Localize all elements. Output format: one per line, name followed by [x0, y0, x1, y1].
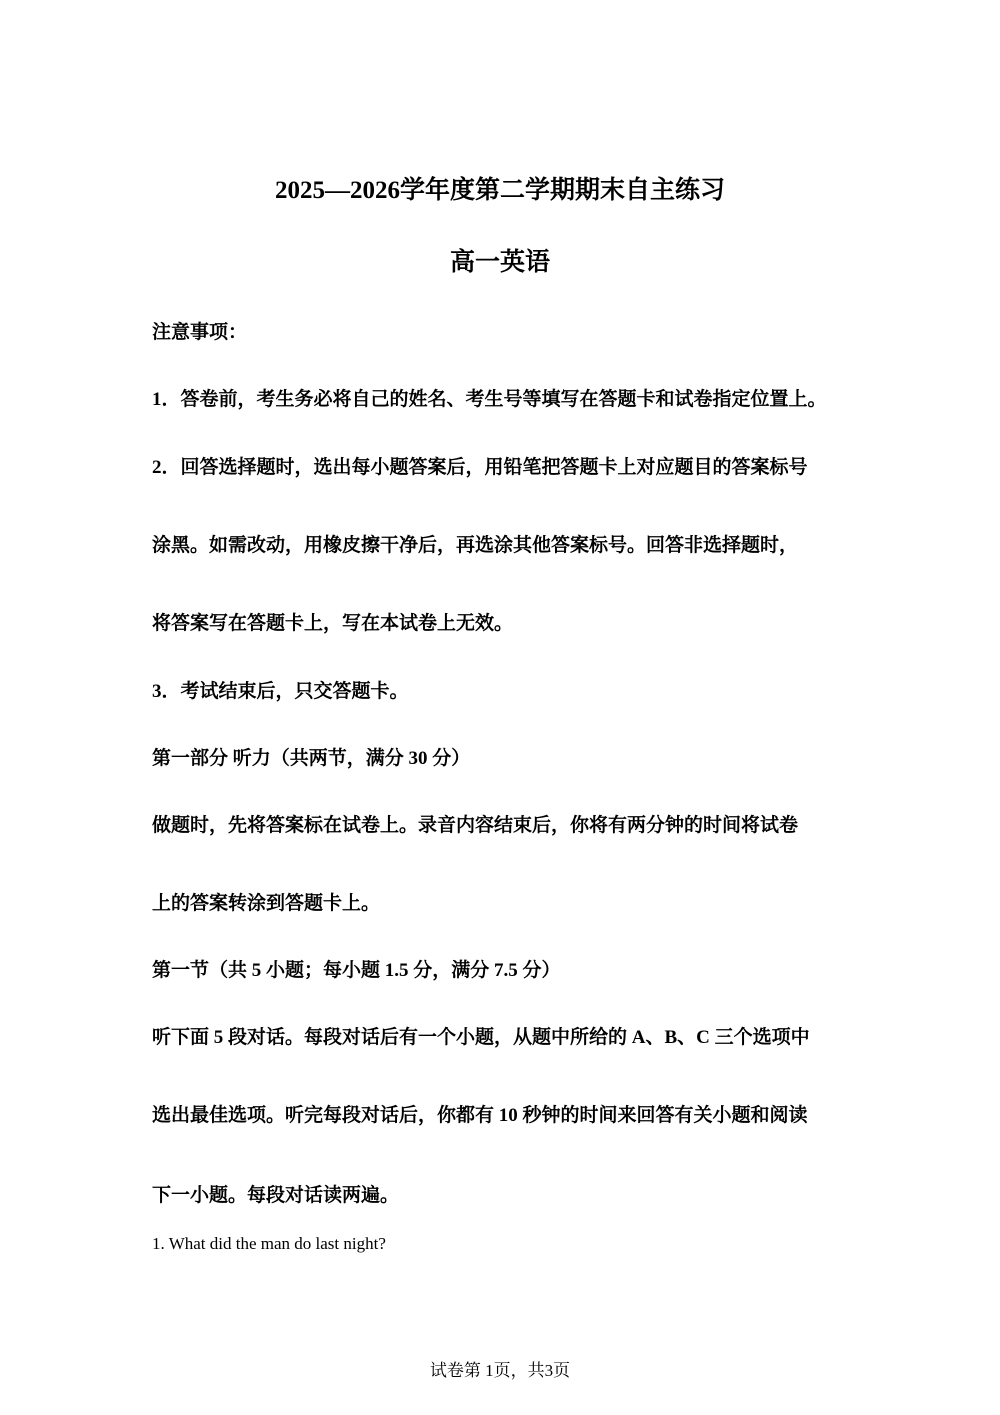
section1-instruction-line-2: 选出最佳选项。听完每段对话后，你都有 10 秒钟的时间来回答有关小题和阅读: [152, 1105, 808, 1126]
part1-instruction-line-2: 上的答案转涂到答题卡上。: [152, 893, 381, 914]
exam-title: 2025—2026学年度第二学期期末自主练习: [274, 177, 725, 204]
question-1: 1. What did the man do last night?: [152, 1234, 386, 1253]
section1-instruction-line-1: 听下面 5 段对话。每段对话后有一个小题，从题中所给的 A、B、C 三个选项中: [152, 1027, 810, 1048]
part1-instruction-line-1: 做题时，先将答案标在试卷上。录音内容结束后，你将有两分钟的时间将试卷: [152, 815, 799, 836]
note-item-2-line-3: 将答案写在答题卡上，写在本试卷上无效。: [152, 613, 514, 634]
note-item-2-line-2: 涂黑。如需改动，用橡皮擦干净后，再选涂其他答案标号。回答非选择题时，: [152, 535, 799, 556]
subject-title: 高一英语: [449, 249, 550, 276]
section1-heading: 第一节（共 5 小题；每小题 1.5 分，满分 7.5 分）: [152, 960, 561, 981]
section1-instruction-line-3: 下一小题。每段对话读两遍。: [152, 1185, 400, 1206]
note-item-3: 3．考试结束后，只交答题卡。: [152, 681, 409, 702]
page-footer: 试卷第 1页，共3页: [429, 1361, 571, 1380]
notes-heading: 注意事项：: [152, 322, 248, 343]
note-item-1: 1．答卷前，考生务必将自己的姓名、考生号等填写在答题卡和试卷指定位置上。: [152, 389, 827, 410]
part1-heading: 第一部分 听力（共两节，满分 30 分）: [152, 748, 471, 769]
note-item-2-line-1: 2．回答选择题时，选出每小题答案后，用铅笔把答题卡上对应题目的答案标号: [152, 457, 808, 478]
